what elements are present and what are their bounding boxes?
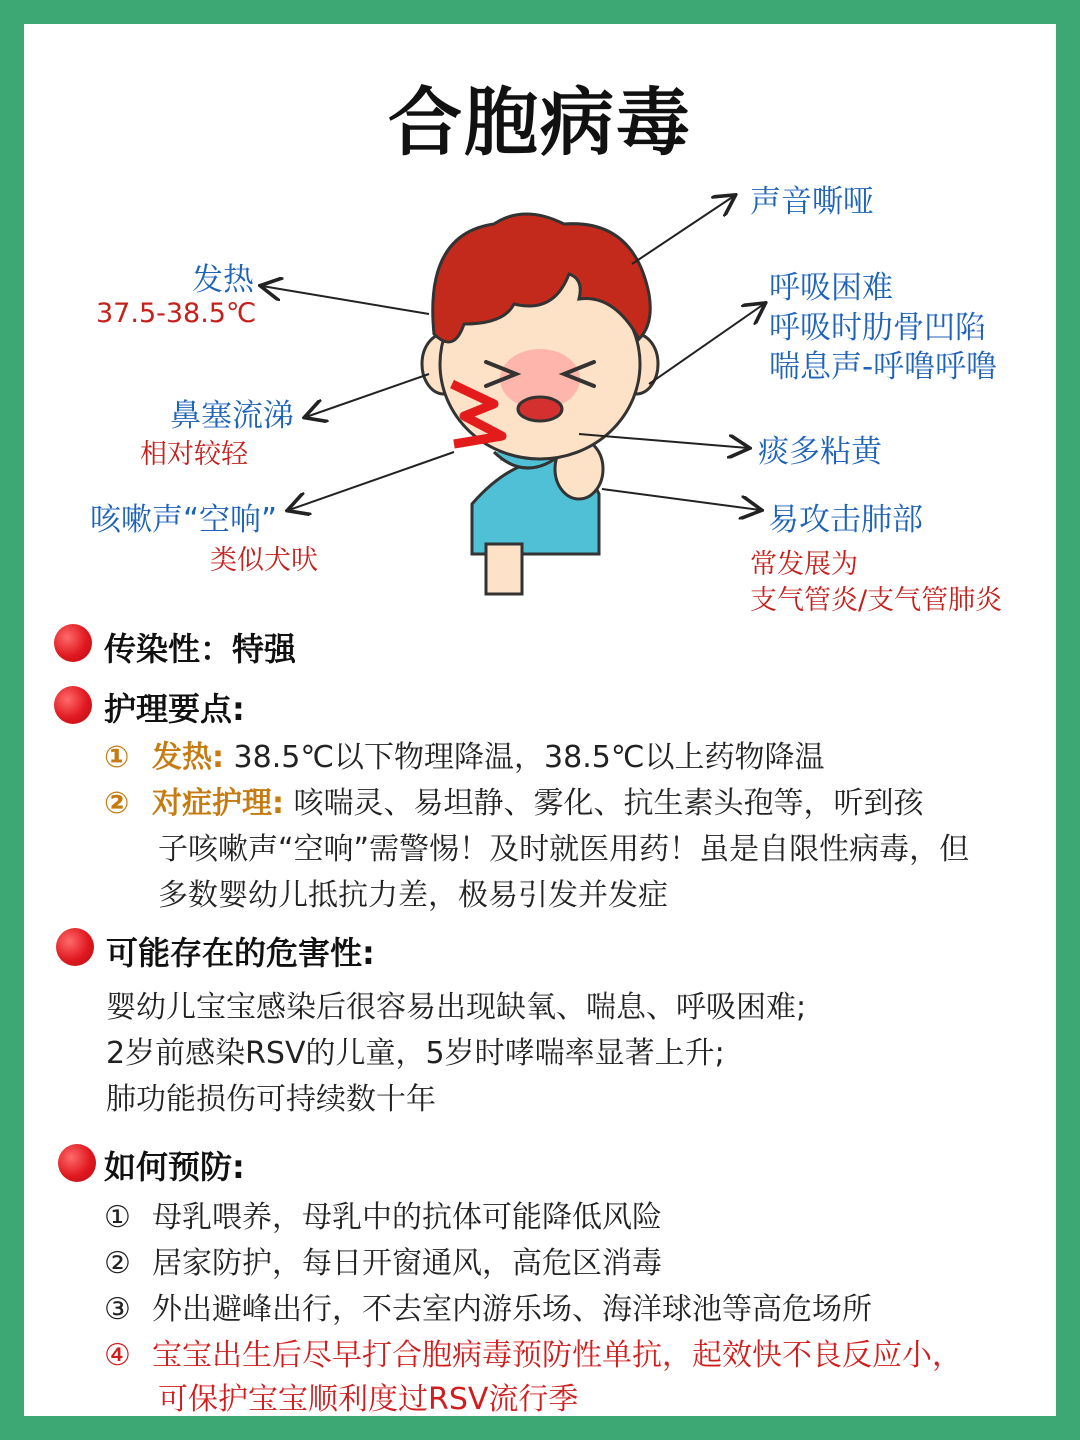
prevent-item-2	[104, 1238, 662, 1282]
prevent-item-4-text: 宝宝出生后尽早打合胞病毒预防性单抗，起效快不良反应小，	[152, 1338, 962, 1373]
care-item-2	[104, 778, 924, 822]
care-item-2-line-1: 咳喘灵、易坦静、雾化、抗生素头孢等，听到孩	[293, 786, 924, 821]
symptom-breath-2: 呼吸时肋骨凹陷	[769, 310, 986, 346]
red-dot-icon	[58, 1144, 96, 1182]
red-dot-icon	[54, 624, 92, 662]
symptom-cough: 咳嗽声“空响”	[90, 502, 278, 538]
symptom-fever: 发热	[192, 262, 254, 298]
harm-line-1: 婴幼儿宝宝感染后很容易出现缺氧、喘息、呼吸困难;	[106, 990, 807, 1025]
care-heading: 护理要点:	[104, 690, 245, 728]
prevent-item-2-text: 居家防护，每日开窗通风，高危区消毒	[152, 1246, 662, 1281]
care-item-1-num: ①	[104, 740, 130, 775]
symptom-hoarse: 声音嘶哑	[750, 184, 874, 220]
prevent-item-4-num: ④	[104, 1338, 131, 1373]
prevent-item-3	[104, 1284, 872, 1328]
symptom-cough-note: 类似犬吠	[210, 545, 318, 576]
symptom-fever-temp: 37.5-38.5℃	[96, 298, 257, 329]
prevent-item-1-num: ①	[104, 1200, 131, 1235]
symptom-lung-note-2: 支气管炎/支气管肺炎	[750, 585, 1003, 616]
harm-line-3: 肺功能损伤可持续数十年	[106, 1082, 436, 1117]
care-item-2-num: ②	[104, 786, 130, 821]
prevent-item-4	[104, 1330, 962, 1374]
care-item-2-line-3: 多数婴幼儿抵抗力差，极易引发并发症	[158, 878, 668, 913]
prevent-item-2-num: ②	[104, 1246, 131, 1281]
prevent-item-4-line-2: 可保护宝宝顺利度过RSV流行季	[158, 1382, 579, 1417]
contagion-heading: 传染性：特强	[104, 630, 297, 668]
symptom-breath-1: 呼吸困难	[769, 270, 893, 306]
page-title: 合胞病毒	[388, 80, 692, 166]
symptom-lung: 易攻击肺部	[768, 502, 923, 538]
prevent-heading: 如何预防:	[104, 1148, 245, 1186]
care-item-2-line-2: 子咳嗽声“空响”需警惕！及时就医用药！虽是自限性病毒，但	[158, 832, 970, 867]
harm-heading: 可能存在的危害性:	[106, 934, 375, 972]
red-dot-icon	[56, 928, 94, 966]
harm-line-2: 2岁前感染RSV的儿童，5岁时哮喘率显著上升;	[106, 1036, 725, 1071]
content-card	[24, 24, 1056, 1416]
symptom-lung-note-1: 常发展为	[750, 549, 858, 580]
symptom-nose: 鼻塞流涕	[170, 398, 294, 434]
care-item-1-text: 38.5℃以下物理降温，38.5℃以上药物降温	[233, 740, 825, 775]
prevent-item-1	[104, 1192, 662, 1236]
prevent-item-3-text: 外出避峰出行，不去室内游乐场、海洋球池等高危场所	[152, 1292, 872, 1327]
symptom-phlegm: 痰多粘黄	[758, 434, 882, 470]
symptom-nose-note: 相对较轻	[140, 439, 248, 470]
care-item-1-label: 发热:	[152, 740, 224, 775]
symptom-breath-3: 喘息声-呼噜呼噜	[769, 349, 998, 385]
care-item-2-label: 对症护理:	[152, 786, 284, 821]
prevent-item-1-text: 母乳喂养，母乳中的抗体可能降低风险	[152, 1200, 662, 1235]
care-item-1	[104, 732, 825, 776]
red-dot-icon	[54, 686, 92, 724]
prevent-item-3-num: ③	[104, 1292, 131, 1327]
